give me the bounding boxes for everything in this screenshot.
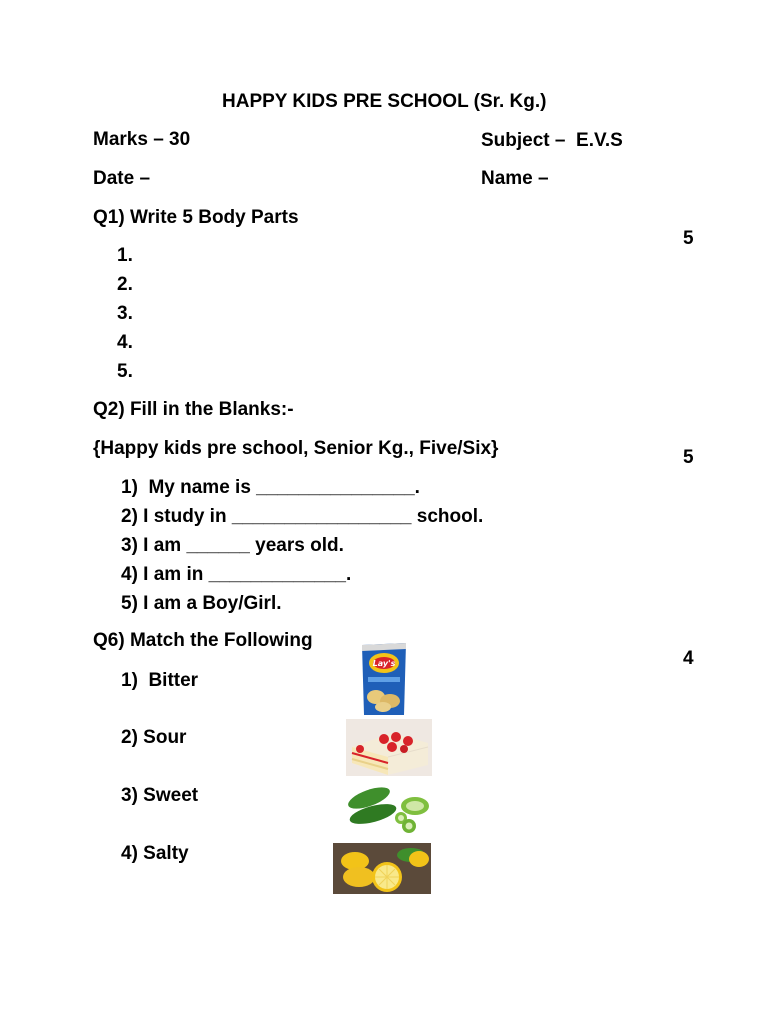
q6-item-sour: 2) Sour: [121, 727, 187, 748]
q1-item-3: 3.: [117, 303, 133, 324]
q1-item-4: 4.: [117, 332, 133, 353]
q6-item-sweet: 3) Sweet: [121, 785, 199, 806]
q2-item-4: 4) I am in _____________.: [121, 564, 352, 585]
q6-marks: 4: [683, 648, 694, 669]
q1-marks: 5: [683, 228, 694, 249]
q2-options: {Happy kids pre school, Senior Kg., Five/Six}: [93, 438, 499, 459]
q1-heading: Q1) Write 5 Body Parts: [93, 207, 299, 228]
potato-chips-packet-image: [356, 641, 412, 717]
q6-item-salty: 4) Salty: [121, 843, 189, 864]
date-label: Date –: [93, 168, 151, 189]
q1-item-1: 1.: [117, 245, 133, 266]
lemons-image: [333, 843, 431, 894]
svg-text:Lay's: Lay's: [372, 659, 396, 668]
name-label: Name –: [481, 168, 549, 189]
q2-item-5: 5) I am a Boy/Girl.: [121, 593, 282, 614]
q2-item-1: 1) My name is _______________.: [121, 477, 420, 498]
strawberry-cake-image: [346, 719, 432, 776]
q6-heading: Q6) Match the Following: [93, 630, 313, 651]
q6-item-bitter: 1) Bitter: [121, 670, 199, 691]
q2-heading: Q2) Fill in the Blanks:-: [93, 399, 294, 420]
q1-item-5: 5.: [117, 361, 133, 382]
q1-item-2: 2.: [117, 274, 133, 295]
subject-label: Subject – E.V.S: [481, 130, 623, 151]
q2-marks: 5: [683, 447, 694, 468]
bitter-gourd-image: [343, 778, 437, 837]
page-title: HAPPY KIDS PRE SCHOOL (Sr. Kg.): [222, 91, 547, 112]
marks-label: Marks – 30: [93, 129, 191, 150]
q2-item-3: 3) I am ______ years old.: [121, 535, 344, 556]
q2-item-2: 2) I study in _________________ school.: [121, 506, 484, 527]
